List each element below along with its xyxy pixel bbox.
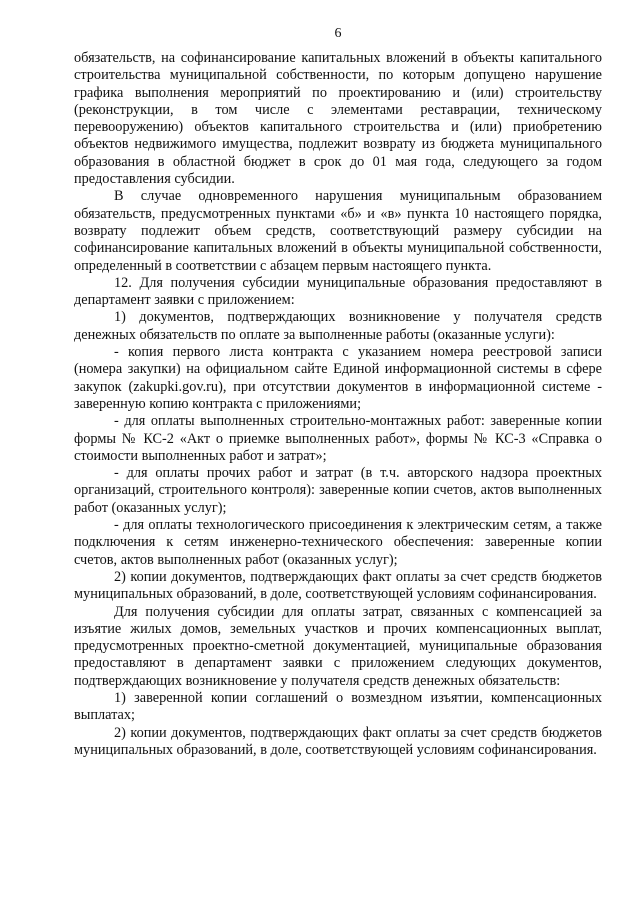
paragraph-compensation: Для получения субсидии для оплаты затрат, связанных с компенсацией за изъятие жилых домов, земельных участков и прочих компенсационных выплат, предусмотренных проектно-сметной документацией, муниципальные образования предоставляют в департамент заявки с приложением следующих документов, подтверждающих возникновение у получателя средств денежных обязательств: [74,603,602,689]
page-number: 6 [334,26,342,41]
document-page [74,26,602,759]
paragraph-subitem-1: 1) документов, подтверждающих возникновение у получателя средств денежных обязательств по оплате за выполненные работы (оказанные услуги): [74,309,602,343]
paragraph-other-works: - для оплаты прочих работ и затрат (в т.ч. авторского надзора проектных организаций, строительного контроля): заверенные копии счетов, актов выполненных работ (оказанных услуг); [74,465,602,516]
paragraph-contract-copy: - копия первого листа контракта с указанием номера реестровой записи (номера закупки) на официальном сайте Единой информационной системы в сфере закупок (zakupki.gov.ru), при отсутствии документов в информационной системе - заверенную копию контракта с приложениями; [74,344,602,412]
paragraph-simultaneous-violation: В случае одновременного нарушения муниципальным образованием обязательств, предусмотренных пунктами «б» и «в» пункта 10 настоящего порядка, возврату подлежит объем средств, соответствующий размеру субсидии на софинансирование капитальных вложений в объекты муниципальной собственности, определенный в соответствии с абзацем первым настоящего пункта. [74,188,602,274]
paragraph-construction-works: - для оплаты выполненных строительно-монтажных работ: заверенные копии формы № КС-2 «Акт о приемке выполненных работ», формы № КС-3 «Справка о стоимости выполненных работ и затрат»; [74,413,602,464]
paragraph-compensation-item-2: 2) копии документов, подтверждающих факт оплаты за счет средств бюджетов муниципальных образований, в доле, соответствующей условиям софинансирования. [74,724,602,758]
paragraph-item-12: 12. Для получения субсидии муниципальные образования предоставляют в департамент заявки с приложением: [74,274,602,309]
paragraph-subitem-2: 2) копии документов, подтверждающих факт оплаты за счет средств бюджетов муниципальных образований, в доле, соответствующей условиям софинансирования. [74,568,602,603]
paragraph-return-obligation: обязательств, на софинансирование капитальных вложений в объекты капитального строительства муниципальной собственности, по которым допущено нарушение графика выполнения мероприятий по проектированию и (или) строительству (реконструкции, в том числе с элементами реставрации, техническому перевооружению) объектов капитального строительства и (или) приобретению объектов недвижимого имущества, подлежит возврату из бюджета муниципального образования в областной бюджет в срок до 01 мая года, следующего за годом предоставления субсидии. [74,50,602,188]
paragraph-compensation-item-1: 1) заверенной копии соглашений о возмездном изъятии, компенсационных выплатах; [74,689,602,724]
paragraph-technological-connection: - для оплаты технологического присоединения к электрическим сетям, а также подключения к сетям инженерно-технического обеспечения: заверенные копии счетов, актов выполненных работ (оказанных услуг); [74,517,602,568]
